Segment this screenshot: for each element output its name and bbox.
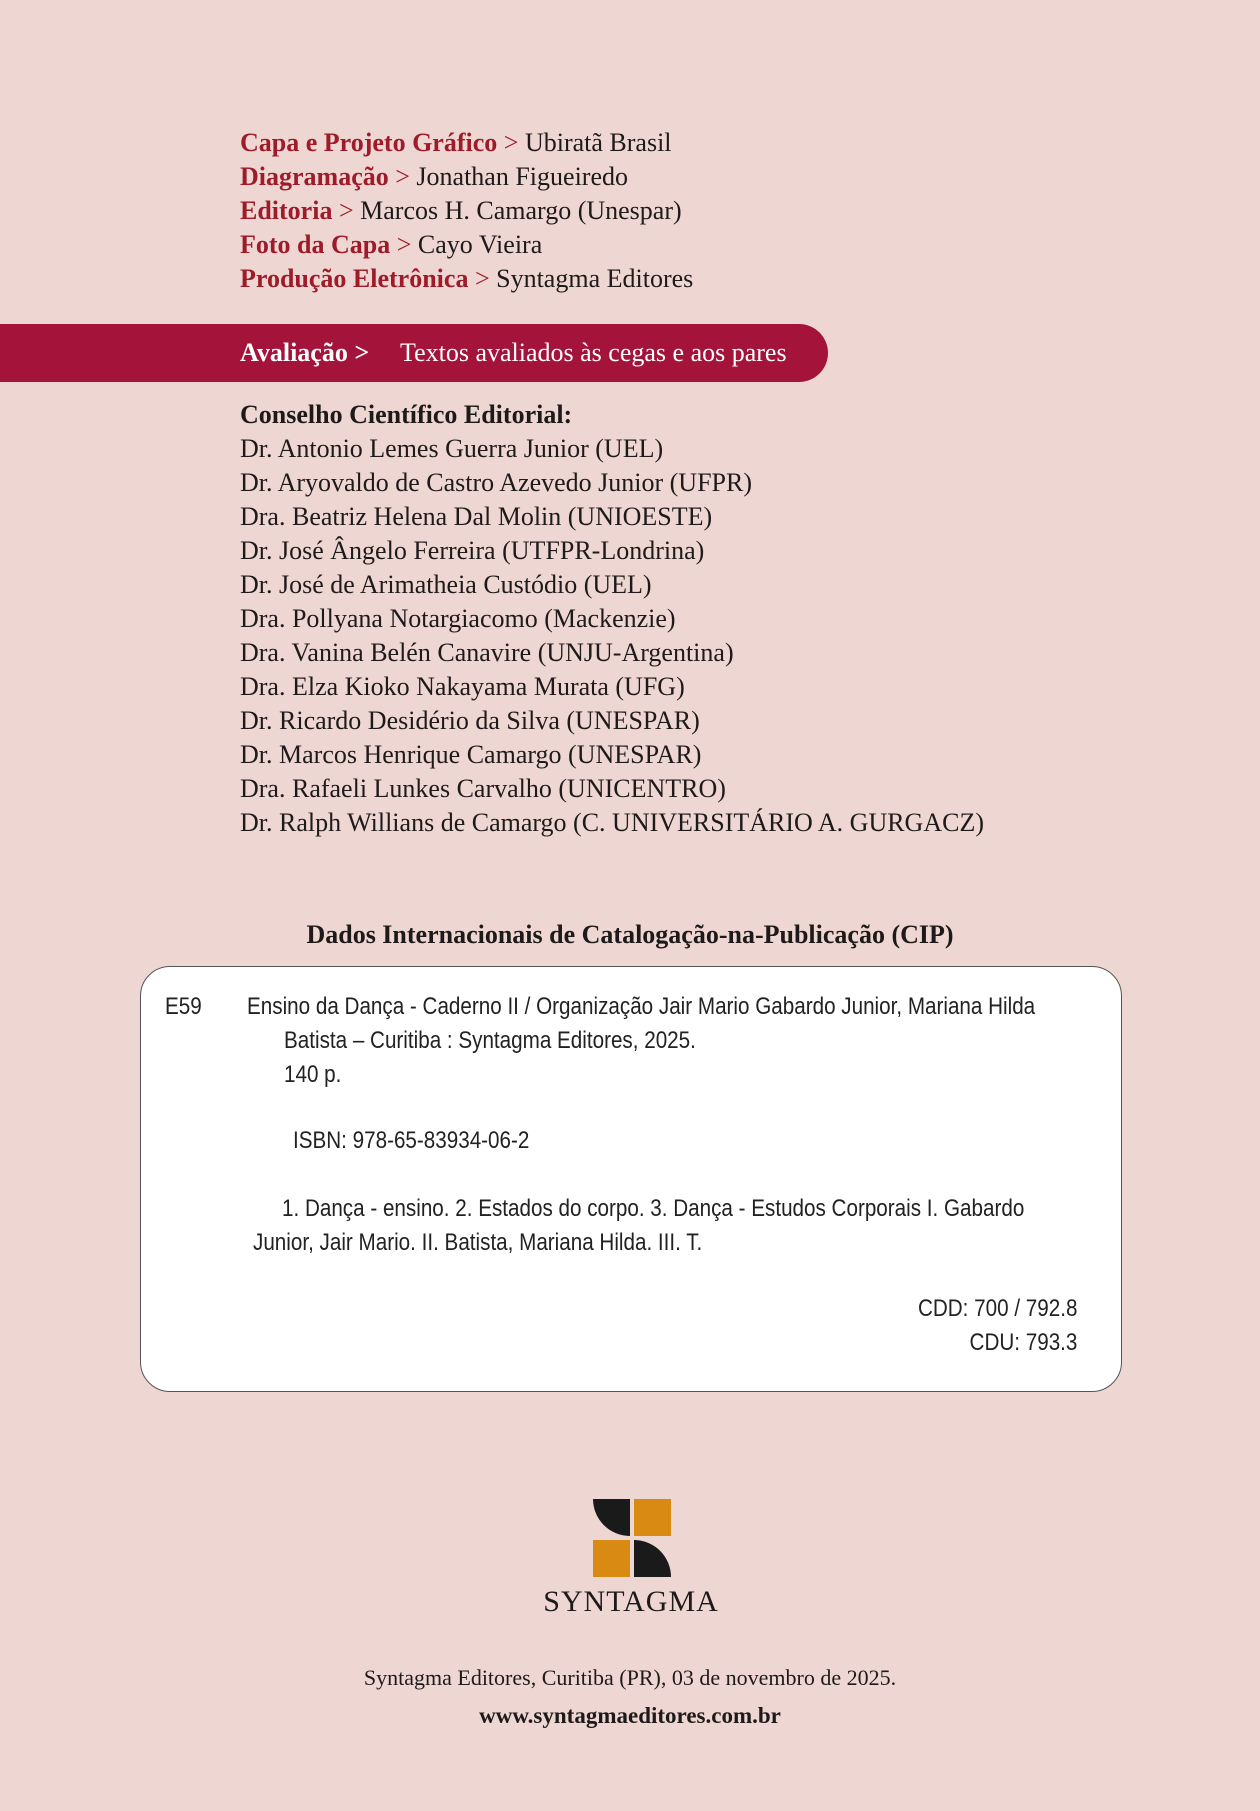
council-member: Dr. José Ângelo Ferreira (UTFPR-Londrina) [240, 536, 705, 565]
logo-wordmark: SYNTAGMA [543, 1585, 719, 1618]
syntagma-logo-icon [593, 1499, 671, 1577]
credit-separator: > [338, 196, 354, 225]
council-member: Dr. Ralph Willians de Camargo (C. UNIVERSITÁRIO A. GURGACZ) [240, 808, 984, 837]
cip-entry-line1: Ensino da Dança - Caderno II / Organização Jair Mario Gabardo Junior, Mariana Hilda [247, 993, 1036, 1020]
cip-entry-line2: Batista – Curitiba : Syntagma Editores, 2025. [284, 1027, 696, 1054]
credit-row [240, 262, 693, 296]
evaluation-band [0, 324, 828, 382]
cip-isbn: ISBN: 978-65-83934-06-2 [293, 1127, 530, 1154]
editorial-council [240, 398, 984, 840]
council-heading: Conselho Científico Editorial: [240, 400, 573, 429]
credit-label: Diagramação [240, 162, 389, 191]
credit-value: Ubiratã Brasil [524, 128, 672, 157]
credit-row [240, 126, 693, 160]
credit-label: Produção Eletrônica [240, 264, 469, 293]
council-member: Dra. Vanina Belén Canavire (UNJU-Argentina) [240, 638, 734, 667]
cip-title: Dados Internacionais de Catalogação-na-Publicação (CIP) [306, 920, 954, 949]
credit-row [240, 194, 693, 228]
council-member: Dra. Rafaeli Lunkes Carvalho (UNICENTRO) [240, 774, 726, 803]
credits-block [240, 126, 693, 296]
credit-value: Jonathan Figueiredo [416, 162, 628, 191]
credit-label: Editoria [240, 196, 333, 225]
credit-value: Syntagma Editores [496, 264, 694, 293]
cip-cdu: CDU: 793.3 [969, 1329, 1077, 1356]
cip-code: E59 [165, 993, 202, 1020]
cip-cdd: CDD: 700 / 792.8 [917, 1295, 1077, 1322]
credit-separator: > [503, 128, 519, 157]
credit-separator: > [396, 230, 412, 259]
council-member: Dr. Antonio Lemes Guerra Junior (UEL) [240, 434, 664, 463]
council-member: Dr. José de Arimatheia Custódio (UEL) [240, 570, 652, 599]
council-member: Dra. Pollyana Notargiacomo (Mackenzie) [240, 604, 676, 633]
council-member: Dra. Elza Kioko Nakayama Murata (UFG) [240, 672, 685, 701]
credit-value: Marcos H. Camargo (Unespar) [360, 196, 682, 225]
credit-row [240, 228, 693, 262]
credit-value: Cayo Vieira [417, 230, 543, 259]
credit-label: Foto da Capa [240, 230, 391, 259]
council-member: Dra. Beatriz Helena Dal Molin (UNIOESTE) [240, 502, 713, 531]
council-member: Dr. Ricardo Desidério da Silva (UNESPAR) [240, 706, 700, 735]
credit-separator: > [395, 162, 410, 191]
cip-subjects-line2: Junior, Jair Mario. II. Batista, Mariana Hilda. III. T. [253, 1229, 703, 1256]
cip-subjects-line1: 1. Dança - ensino. 2. Estados do corpo. 3. Dança - Estudos Corporais I. Gabardo [282, 1195, 1025, 1222]
publisher-website-link[interactable]: www.syntagmaeditores.com.br [479, 1703, 781, 1728]
credit-separator: > [474, 264, 490, 293]
council-member: Dr. Aryovaldo de Castro Azevedo Junior (UFPR) [240, 468, 753, 497]
publisher-place-date: Syntagma Editores, Curitiba (PR), 03 de novembro de 2025. [363, 1665, 897, 1690]
credit-label: Capa e Projeto Gráfico [240, 128, 498, 157]
cip-card [140, 966, 1122, 1392]
council-member: Dr. Marcos Henrique Camargo (UNESPAR) [240, 740, 702, 769]
evaluation-label: Avaliação > [240, 338, 370, 367]
credit-row [240, 160, 693, 194]
evaluation-text: Textos avaliados às cegas e aos pares [400, 338, 787, 367]
cip-pages: 140 p. [284, 1061, 342, 1088]
